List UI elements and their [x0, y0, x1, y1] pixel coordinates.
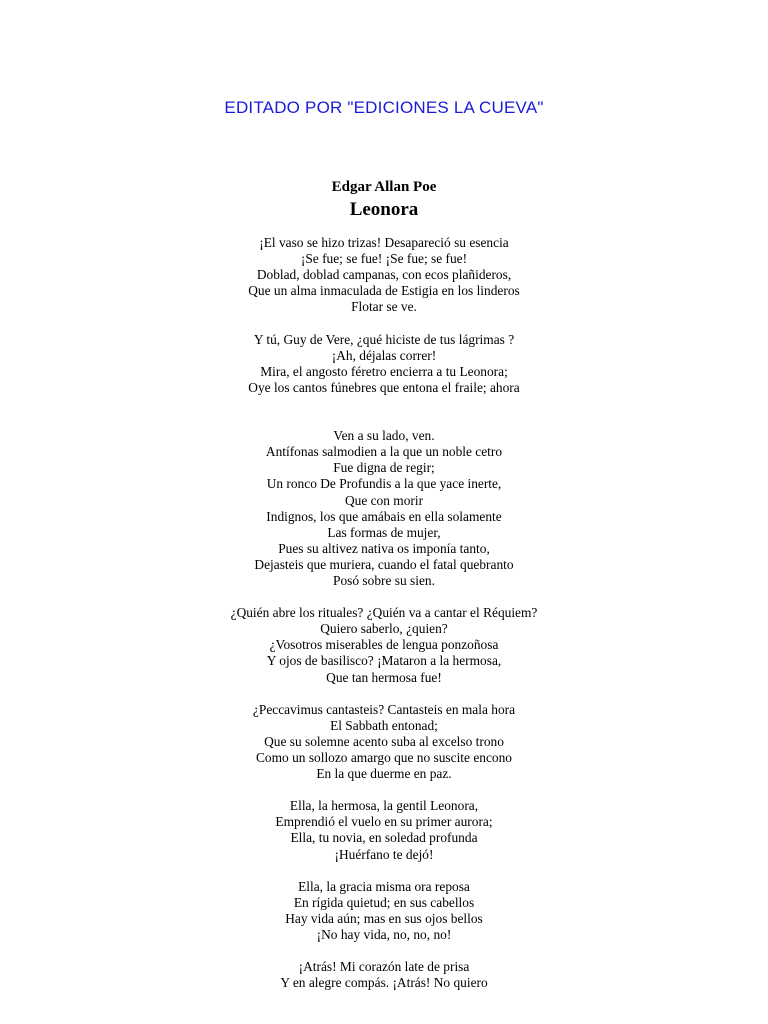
poem-line: Doblad, doblad campanas, con ecos plañideros, — [256, 267, 512, 283]
poem-line: Indignos, los que amábais en ella solamente — [266, 508, 502, 524]
poem-line: Fue digna de regir; — [333, 460, 435, 476]
poem-line: Mira, el angosto féretro encierra a tu Leonora; — [260, 363, 508, 379]
author-name: Edgar Allan Poe — [331, 179, 437, 195]
poem-title: Leonora — [349, 199, 419, 220]
poem-body — [0, 235, 768, 1008]
poem-line: Las formas de mujer, — [327, 524, 441, 540]
poem-line: Que un alma inmaculada de Estigia en los linderos — [248, 283, 520, 299]
poem-line: Flotar se ve. — [351, 299, 417, 315]
poem-line: Dejasteis que muriera, cuando el fatal quebranto — [254, 556, 514, 572]
poem-line: Quiero saberlo, ¿quien? — [320, 621, 448, 637]
poem-line: En la que duerme en paz. — [316, 766, 452, 782]
poem-line: Emprendió el vuelo en su primer aurora; — [275, 814, 493, 830]
poem-line: Y tú, Guy de Vere, ¿qué hiciste de tus lágrimas ? — [253, 331, 515, 347]
poem-line: Posó sobre su sien. — [333, 572, 435, 588]
publisher-header: EDITADO POR "EDICIONES LA CUEVA" — [224, 98, 544, 117]
poem-stanza — [0, 798, 768, 862]
poem-line: Y ojos de basilisco? ¡Mataron a la hermosa, — [266, 653, 502, 669]
poem-stanza — [0, 332, 768, 396]
poem-stanza — [0, 879, 768, 943]
poem-line: Que su solemne acento suba al excelso trono — [264, 733, 504, 749]
poem-line: Oye los cantos fúnebres que entona el fraile; ahora — [248, 379, 520, 395]
poem-line: Ella, la hermosa, la gentil Leonora, — [289, 798, 479, 814]
poem-line: Como un sollozo amargo que no suscite encono — [256, 750, 512, 765]
poem-line: Que tan hermosa fue! — [326, 669, 442, 685]
poem-line: Ella, la gracia misma ora reposa — [298, 878, 470, 894]
poem-line: ¡Huérfano te dejó! — [334, 846, 434, 862]
poem-line: ¡Se fue; se fue! ¡Se fue; se fue! — [300, 251, 468, 267]
poem-line: Antífonas salmodien a la que un noble cetro — [265, 444, 503, 460]
poem-line: ¡Atrás! Mi corazón late de prisa — [298, 959, 470, 975]
poem-stanza — [0, 605, 768, 685]
poem-stanza — [0, 428, 768, 589]
poem-stanza — [0, 235, 768, 315]
poem-line: ¿Peccavimus cantasteis? Cantasteis en mala hora — [252, 701, 516, 717]
poem-line: ¡Ah, déjalas correr! — [331, 347, 437, 363]
poem-line: ¡El vaso se hizo trizas! Desapareció su esencia — [259, 235, 509, 250]
poem-line: ¿Vosotros miserables de lengua ponzoñosa — [269, 637, 499, 653]
poem-line: Y en alegre compás. ¡Atrás! No quiero — [280, 975, 488, 991]
poem-line: Que con morir — [344, 492, 424, 508]
poem-line: El Sabbath entonad; — [330, 717, 438, 733]
poem-line: Ven a su lado, ven. — [333, 428, 435, 444]
poem-line: Pues su altivez nativa os imponía tanto, — [278, 540, 490, 556]
poem-line: Un ronco De Profundis a la que yace inerte, — [266, 476, 502, 492]
poem-line: ¿Quién abre los rituales? ¿Quién va a cantar el Réquiem? — [230, 605, 538, 621]
poem-line: Hay vida aún; mas en sus ojos bellos — [285, 910, 483, 926]
poem-stanza — [0, 702, 768, 782]
poem-line: Ella, tu novia, en soledad profunda — [290, 830, 478, 846]
poem-line: ¡No hay vida, no, no, no! — [316, 927, 452, 943]
poem-line: En rígida quietud; en sus cabellos — [293, 894, 475, 910]
poem-stanza — [0, 959, 768, 991]
